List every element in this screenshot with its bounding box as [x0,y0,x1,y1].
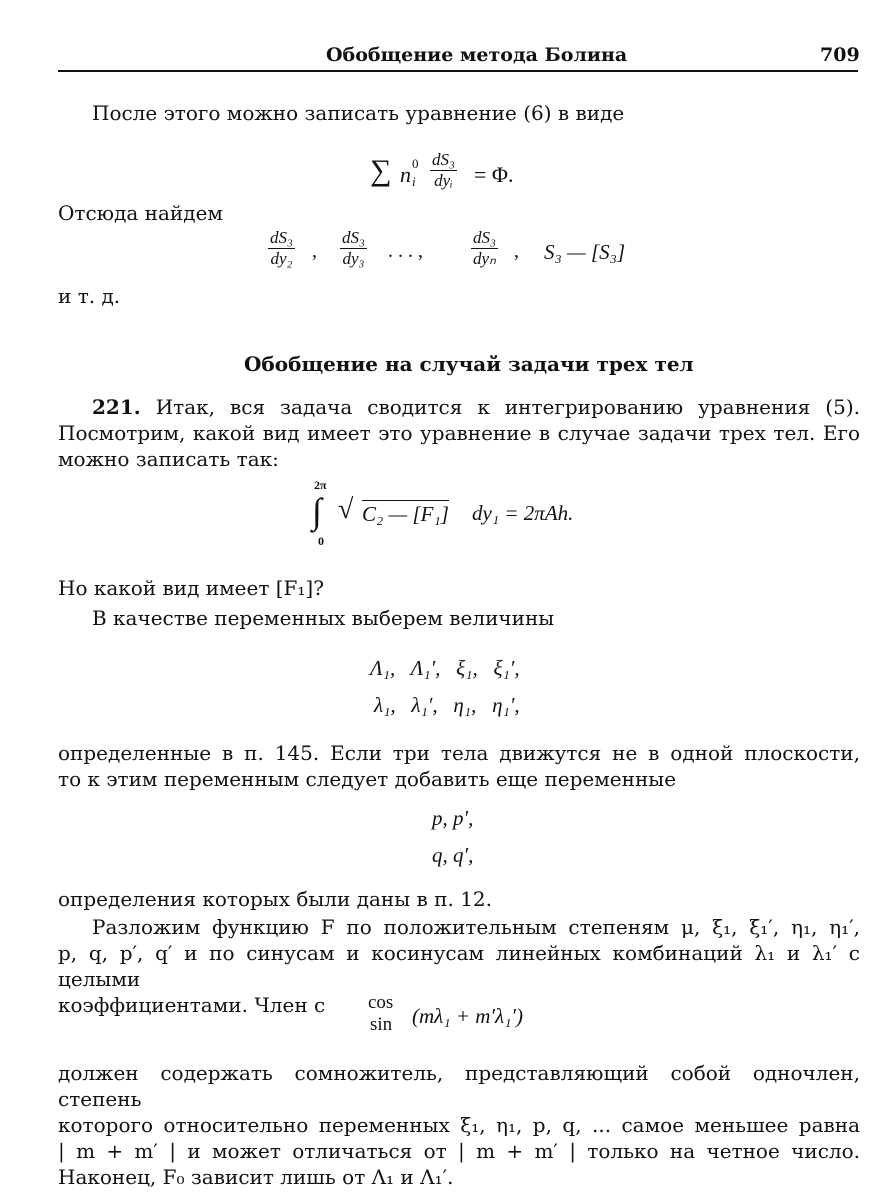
paragraph-221-line2: Посмотрим, какой вид имеет это уравнение в случае задачи трех тел. Его [58,421,860,445]
equation-integral [310,478,610,548]
equation-trig [368,992,588,1042]
cos-label: cos [368,992,394,1013]
paragraph-221-line3: можно записать так: [58,447,279,471]
section-title: Обобщение на случай задачи трех тел [244,352,694,376]
header-rule [58,70,858,72]
paragraph-etc: и т. д. [58,284,121,308]
fraction-numerator: dS₃ [432,150,455,169]
comma: , [514,240,519,262]
paragraph-factor [58,1060,860,1190]
fraction-dS3-dy2 [268,228,295,269]
fraction-numerator: dS₃ [342,228,365,247]
equation-tail: S₃ — [S₃] [544,240,626,264]
comma: , [312,240,317,262]
fraction-denominator: dyₙ [473,249,496,268]
paragraph-intro: После этого можно записать уравнение (6) в виде [92,101,625,125]
article-number: 221. [92,395,141,419]
paragraph-expand-line2: p, q, p′, q′ и по синусам и косинусам линейных комбинаций λ₁ и λ₁′ с целыми [58,941,860,991]
trig-argument: (mλ₁ + m′λ₁′) [412,1004,523,1028]
equation-sum [370,150,540,200]
pq-row-2: q, q′, [432,843,474,867]
fraction-denominator: dy₃ [342,249,365,268]
paragraph-hence: Отсюда найдем [58,201,223,225]
paragraph-factor-line1: должен содержать сомножитель, представляющий собой одночлен, степень [58,1061,860,1111]
fraction-denominator: dyᵢ [434,171,453,190]
integral-upper-limit: 2π [314,478,327,492]
paragraph-factor-line2: которого относительно переменных ξ₁, η₁, p, q, ... самое меньшее равна [58,1113,860,1137]
radical-sign: √ [338,494,354,525]
running-header-title: Обобщение метода Болина [326,44,628,66]
paragraph-145-line1: определенные в п. 145. Если три тела движутся не в одной плоскости, [58,741,860,765]
paragraph-factor-line3: | m + m′ | и может отличаться от | m + m′ | только на четное число. [58,1139,860,1163]
integral-sign: ∫ [312,491,322,531]
variables-row-1: Λ₁, Λ₁′, ξ₁, ξ₁′, [370,656,520,680]
sum-symbol: ∑ [370,154,392,187]
paragraph-221-line1: Итак, вся задача сводится к интегрированию уравнения (5). [155,395,860,419]
fraction-denominator: dy₂ [270,249,293,268]
n-superscript: 0 [412,156,419,171]
paragraph-question: Но какой вид имеет [F₁]? [58,576,324,600]
paragraph-expand-line1: Разложим функцию F по положительным степеням μ, ξ₁, ξ₁′, η₁, η₁′, [92,915,860,939]
paragraph-145-line2: то к этим переменным следует добавить еще переменные [58,767,677,791]
equation-derivatives [268,228,668,278]
sin-label: sin [370,1014,393,1035]
n-subscript: i [412,174,416,189]
n-symbol: n [400,162,411,187]
equation-rhs: = Φ. [474,162,514,187]
pq-row-1: p, p′, [432,806,474,830]
page-number: 709 [820,44,860,66]
paragraph-expand-line3: коэффициентами. Член с [58,993,326,1017]
paragraph-221 [58,394,860,472]
ellipsis: . . . , [388,240,423,262]
paragraph-factor-line4: Наконец, F₀ зависит лишь от Λ₁ и Λ₁′. [58,1165,454,1189]
fraction-numerator: dS₃ [270,228,293,247]
integral-rest: dy₁ = 2πAh. [472,501,574,525]
radicand: C₂ — [F₁] [362,502,449,526]
paragraph-choose-variables: В качестве переменных выберем величины [92,606,555,630]
integral-lower-limit: 0 [318,534,324,548]
fraction-dS3-dyn [471,228,498,269]
variables-row-2: λ₁, λ₁′, η₁, η₁′, [374,693,520,717]
fraction-numerator: dS₃ [473,228,496,247]
fraction-dS3-dy3 [340,228,367,269]
fraction-dS3-dyi [430,150,457,191]
paragraph-definitions: определения которых были даны в п. 12. [58,887,493,911]
paragraph-145 [58,740,860,792]
